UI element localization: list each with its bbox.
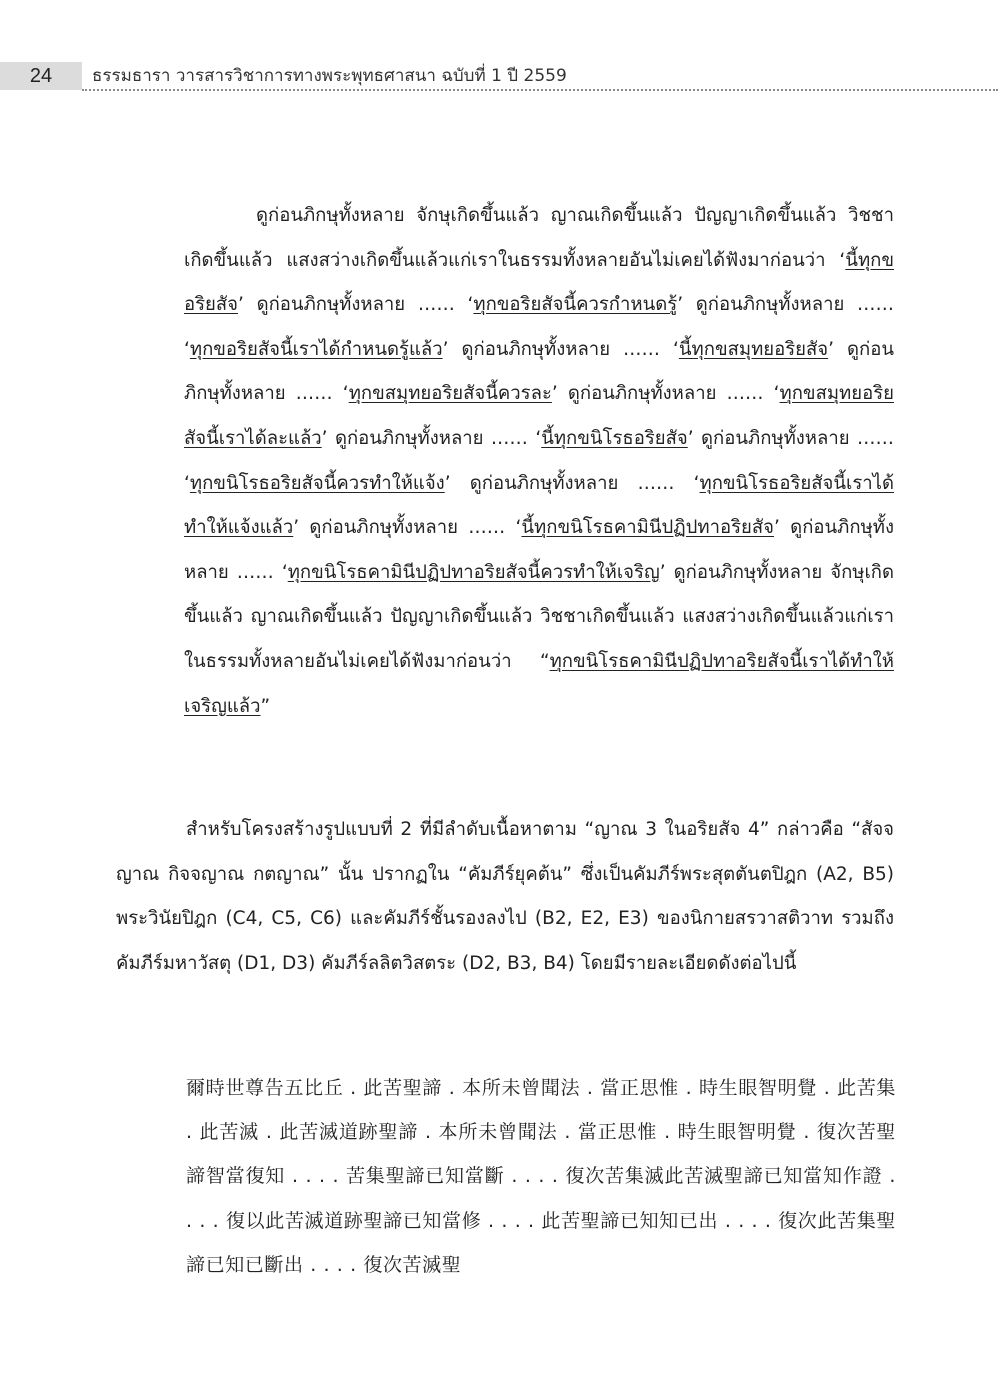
quote-underlined-phrase: ทุกขอริยสัจนี้ควรกำหนดรู้ [473, 294, 678, 316]
header-dotted-rule [82, 89, 998, 91]
quote-text: ’ ดูก่อนภิกษุทั้งหลาย จักษุเกิดขึ้นแล้ว ญาณเกิดขึ้นแล้ว ปัญญาเกิดขึ้นแล้ว วิชชาเกิดขึ้นแล้ว แสงสว่างเกิดขึ้นแล้วแก่เราในธรรมทั้งหลายอันไม่เคยได้ฟังมาก่อนว่า “ [184, 561, 894, 672]
quote-text: ’ ดูก่อนภิกษุทั้งหลาย …… ‘ [442, 338, 679, 360]
page-number: 24 [0, 62, 82, 90]
quote-underlined-phrase: ทุกขนิโรธอริยสัจนี้เราได้ทำให้แจ้งแล้ว [184, 472, 894, 539]
sutta-quote-block [184, 194, 894, 729]
quote-text: ’ ดูก่อนภิกษุทั้งหลาย …… ‘ [184, 517, 894, 583]
quote-underlined-phrase: ทุกขสมุทยอริยสัจนี้ควรละ [348, 383, 552, 405]
quote-underlined-phrase: ทุกขนิโรธคามินีปฏิปทาอริยสัจนี้ควรทำให้เจริญ [287, 561, 660, 583]
quote-text: ’ ดูก่อนภิกษุทั้งหลาย …… ‘ [551, 383, 780, 405]
quote-underlined-phrase: นี้ทุกขนิโรธคามินีปฏิปทาอริยสัจ [521, 517, 775, 539]
quote-underlined-phrase: นี้ทุกขอริยสัจ [184, 249, 894, 316]
quote-text: ’ ดูก่อนภิกษุทั้งหลาย …… ‘ [293, 517, 522, 539]
quote-text: ’ ดูก่อนภิกษุทั้งหลาย …… ‘ [184, 427, 894, 494]
quote-text: ” [260, 695, 271, 717]
quote-underlined-phrase: นี้ทุกขสมุทยอริยสัจ [678, 338, 829, 360]
running-title: ธรรมธารา วารสารวิชาการทางพระพุทธศาสนา ฉบับที่ 1 ปี 2559 [92, 66, 567, 86]
quote-text: ’ ดูก่อนภิกษุทั้งหลาย …… ‘ [184, 338, 894, 405]
quote-underlined-phrase: ทุกขสมุทยอริยสัจนี้เราได้ละแล้ว [184, 383, 894, 449]
page-header [0, 62, 1000, 94]
quote-underlined-phrase: ทุกขอริยสัจนี้เราได้กำหนดรู้แล้ว [189, 338, 443, 360]
quote-text: ’ ดูก่อนภิกษุทั้งหลาย …… ‘ [184, 294, 894, 360]
body-paragraph-block [116, 808, 894, 986]
body-paragraph: สำหรับโครงสร้างรูปแบบที่ 2 ที่มีลำดับเนื้อหาตาม “ญาณ 3 ในอริยสัจ 4” กล่าวคือ “สัจจญาณ กิจจญาณ กตญาณ” นั้น ปรากฏใน “คัมภีร์ยุคต้น” ซึ่งเป็นคัมภีร์พระสุตตันตปิฎก (A2, B5) พระวินัยปิฎก (C4, C5, C6) และคัมภีร์ชั้นรองลงไป (B2, E2, E3) ของนิกายสรวาสติวาท รวมถึงคัมภีร์มหาวัสตุ (D1, D3) คัมภีร์ลลิตวิสตระ (D2, B3, B4) โดยมีรายละเอียดดังต่อไปนี้ [116, 819, 894, 974]
quote-underlined-phrase: ทุกขนิโรธคามินีปฏิปทาอริยสัจนี้เราได้ทำให้เจริญแล้ว [184, 650, 894, 717]
chinese-quote-text: 爾時世尊告五比丘 . 此苦聖諦 . 本所未曾聞法 . 當正思惟 . 時生眼智明覺 . 此苦集 . 此苦滅 . 此苦滅道跡聖諦 . 本所未曾聞法 . 當正思惟 . 時生眼智明覺 . 復次苦聖諦智當復知 . . . . 苦集聖諦已知當斷 . . . . 復次苦集滅此苦滅聖諦已知當知作證 . . . . 復以此苦滅道跡聖諦已知當修 . . . . 此苦聖諦已知知已出 . . . . 復次此苦集聖諦已知已斷出 . . . . 復次苦滅聖 [186, 1077, 896, 1276]
quote-text: ดูก่อนภิกษุทั้งหลาย จักษุเกิดขึ้นแล้ว ญาณเกิดขึ้นแล้ว ปัญญาเกิดขึ้นแล้ว วิชชาเกิดขึ้นแล้ว แสงสว่างเกิดขึ้นแล้วแก่เราในธรรมทั้งหลายอันไม่เคยได้ฟังมาก่อนว่า ‘ [184, 205, 894, 271]
quote-text: ’ ดูก่อนภิกษุทั้งหลาย …… ‘ [238, 294, 474, 316]
quote-text: ’ ดูก่อนภิกษุทั้งหลาย …… ‘ [321, 427, 542, 449]
quote-underlined-phrase: ทุกขนิโรธอริยสัจนี้ควรทำให้แจ้ง [189, 472, 445, 494]
sutta-quote-paragraph [184, 194, 894, 729]
quote-text: ’ ดูก่อนภิกษุทั้งหลาย …… ‘ [444, 472, 700, 494]
quote-underlined-phrase: นี้ทุกขนิโรธอริยสัจ [541, 427, 688, 449]
chinese-quote-block [186, 1066, 896, 1287]
